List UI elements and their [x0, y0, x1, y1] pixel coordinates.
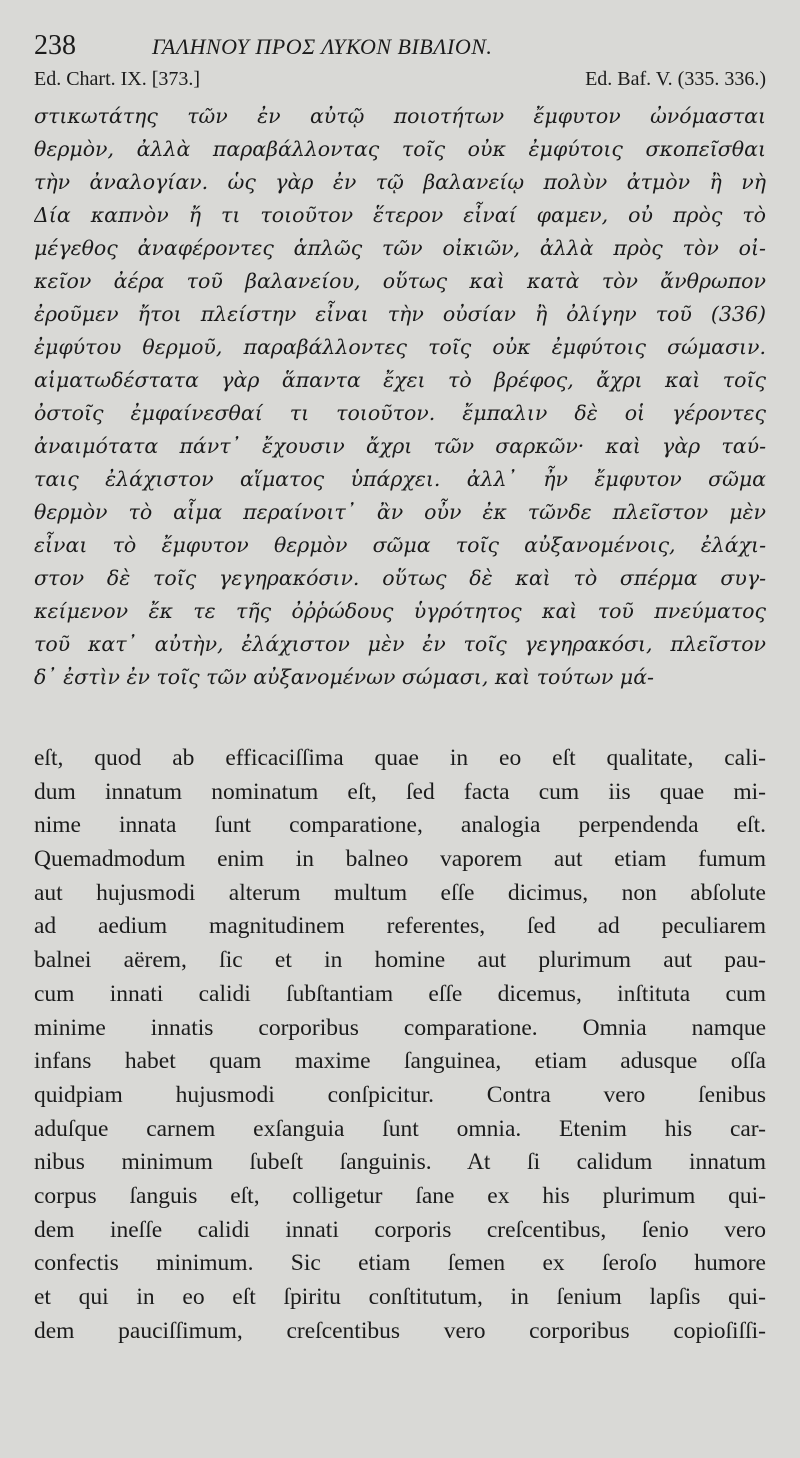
- latin-text-line: quidpiam hujusmodi conſpicitur. Contra vero ſenibus: [34, 1081, 766, 1108]
- latin-text-line: dem ineſſe calidi innati corporis creſcentibus, ſenio vero: [34, 1216, 766, 1243]
- edition-chartier: Ed. Chart. IX. [373.]: [34, 68, 201, 90]
- latin-text-line: Quemadmodum enim in balneo vaporem aut etiam fumum: [34, 846, 766, 873]
- latin-text-line: et qui in eo eſt ſpiritu conſtitutum, in ſenium lapſis qui-: [34, 1284, 766, 1310]
- edition-references: [34, 68, 766, 98]
- greek-text-line: κεῖον ἀέρα τοῦ βαλανείου, οὕτως καὶ κατὰ τὸν ἄνθρωπον: [34, 269, 766, 293]
- edition-basel: Ed. Baf. V. (335. 336.): [585, 68, 766, 90]
- greek-text-block: [34, 100, 766, 694]
- latin-text-line: eſt, quod ab efficaciſſima quae in eo eſt qualitate, cali-: [34, 745, 766, 771]
- greek-text-line: μέγεθος ἀναφέροντες ἁπλῶς τῶν οἰκιῶν, ἀλλὰ πρὸς τὸν οἰ-: [34, 236, 766, 260]
- greek-text-line: ἀναιμότατα πάντ᾽ ἔχουσιν ἄχρι τῶν σαρκῶν· καὶ γὰρ ταύ-: [34, 434, 766, 458]
- greek-text-line: αἱματωδέστατα γὰρ ἅπαντα ἔχει τὸ βρέφος, ἄχρι καὶ τοῖς: [34, 368, 766, 392]
- latin-text-line: infans habet quam maxime ſanguinea, etiam adusque oſſa: [34, 1048, 766, 1075]
- greek-text-line: θερμὸν, ἀλλὰ παραβάλλοντας τοῖς οὐκ ἐμφύτοις σκοπεῖσθαι: [34, 137, 766, 161]
- latin-text-line: confectis minimum. Sic etiam ſemen ex ſeroſo humore: [34, 1250, 766, 1277]
- latin-text-line: nime innata ſunt comparatione, analogia perpendenda eſt.: [34, 812, 766, 839]
- latin-text-line: ad aedium magnitudinem referentes, ſed ad peculiarem: [34, 913, 766, 940]
- latin-text-line: aduſque carnem exſanguia ſunt omnia. Etenim his car-: [34, 1115, 766, 1142]
- latin-text-line: balnei aërem, ſic et in homine aut plurimum aut pau-: [34, 947, 766, 974]
- page-number: 238: [34, 30, 76, 61]
- greek-text-line: κείμενον ἔκ τε τῆς ὀῤῥώδους ὑγρότητος καὶ τοῦ πνεύματος: [34, 599, 766, 623]
- page-header: [34, 28, 766, 68]
- latin-text-line: dum innatum nominatum eſt, ſed facta cum iis quae mi-: [34, 778, 766, 805]
- section-gap: [34, 694, 766, 742]
- running-title: ΓΑΛΗΝΟΥ ΠΡΟΣ ΛΥΚΟΝ ΒΙΒΛΙΟΝ.: [152, 34, 493, 59]
- greek-text-line: ταις ἐλάχιστον αἵματος ὑπάρχει. ἀλλ᾽ ἦν ἔμφυτον σῶμα: [34, 467, 766, 491]
- latin-text-line: dem pauciſſimum, creſcentibus vero corporibus copioſiſſi-: [34, 1317, 766, 1344]
- greek-text-line: ἐροῦμεν ἤτοι πλείστην εἶναι τὴν οὐσίαν ἢ ὀλίγην τοῦ (336): [34, 302, 766, 326]
- latin-text-line: aut hujusmodi alterum multum eſſe dicimus, non abſolute: [34, 879, 766, 906]
- greek-text-line: τοῦ κατ᾽ αὐτὴν, ἐλάχιστον μὲν ἐν τοῖς γεγηρακόσι, πλεῖστον: [34, 632, 766, 656]
- greek-text-line: ἐμφύτου θερμοῦ, παραβάλλοντες τοῖς οὐκ ἐμφύτοις σώμασιν.: [34, 335, 766, 359]
- latin-text-line: minime innatis corporibus comparatione. Omnia namque: [34, 1014, 766, 1041]
- latin-text-line: cum innati calidi ſubſtantiam eſſe dicemus, inſtituta cum: [34, 980, 766, 1007]
- latin-text-line: nibus minimum ſubeſt ſanguinis. At ſi calidum innatum: [34, 1149, 766, 1176]
- greek-text-line: στικωτάτης τῶν ἐν αὐτῷ ποιοτήτων ἔμφυτον ὠνόμασται: [34, 104, 766, 128]
- latin-text-line: corpus ſanguis eſt, colligetur ſane ex his plurimum qui-: [34, 1182, 766, 1209]
- greek-text-line: τὴν ἀναλογίαν. ὡς γὰρ ἐν τῷ βαλανείῳ πολὺν ἀτμὸν ἢ νὴ: [34, 170, 766, 194]
- greek-text-line: θερμὸν τὸ αἷμα περαίνοιτ᾽ ἂν οὖν ἐκ τῶνδε πλεῖστον μὲν: [34, 500, 766, 524]
- greek-text-line: στον δὲ τοῖς γεγηρακόσιν. οὕτως δὲ καὶ τὸ σπέρμα συγ-: [34, 566, 766, 590]
- greek-text-line: δ᾽ ἐστὶν ἐν τοῖς τῶν αὐξανομένων σώμασι, καὶ τούτων μά-: [34, 665, 654, 689]
- greek-text-line: εἶναι τὸ ἔμφυτον θερμὸν σῶμα τοῖς αὐξανομένοις, ἐλάχι-: [34, 533, 766, 557]
- latin-text-block: [34, 742, 766, 1348]
- greek-text-line: ὀστοῖς ἐμφαίνεσθαί τι τοιοῦτον. ἔμπαλιν δὲ οἱ γέροντες: [34, 401, 766, 425]
- greek-text-line: Δία καπνὸν ἤ τι τοιοῦτον ἕτερον εἶναί φαμεν, οὐ πρὸς τὸ: [34, 203, 766, 227]
